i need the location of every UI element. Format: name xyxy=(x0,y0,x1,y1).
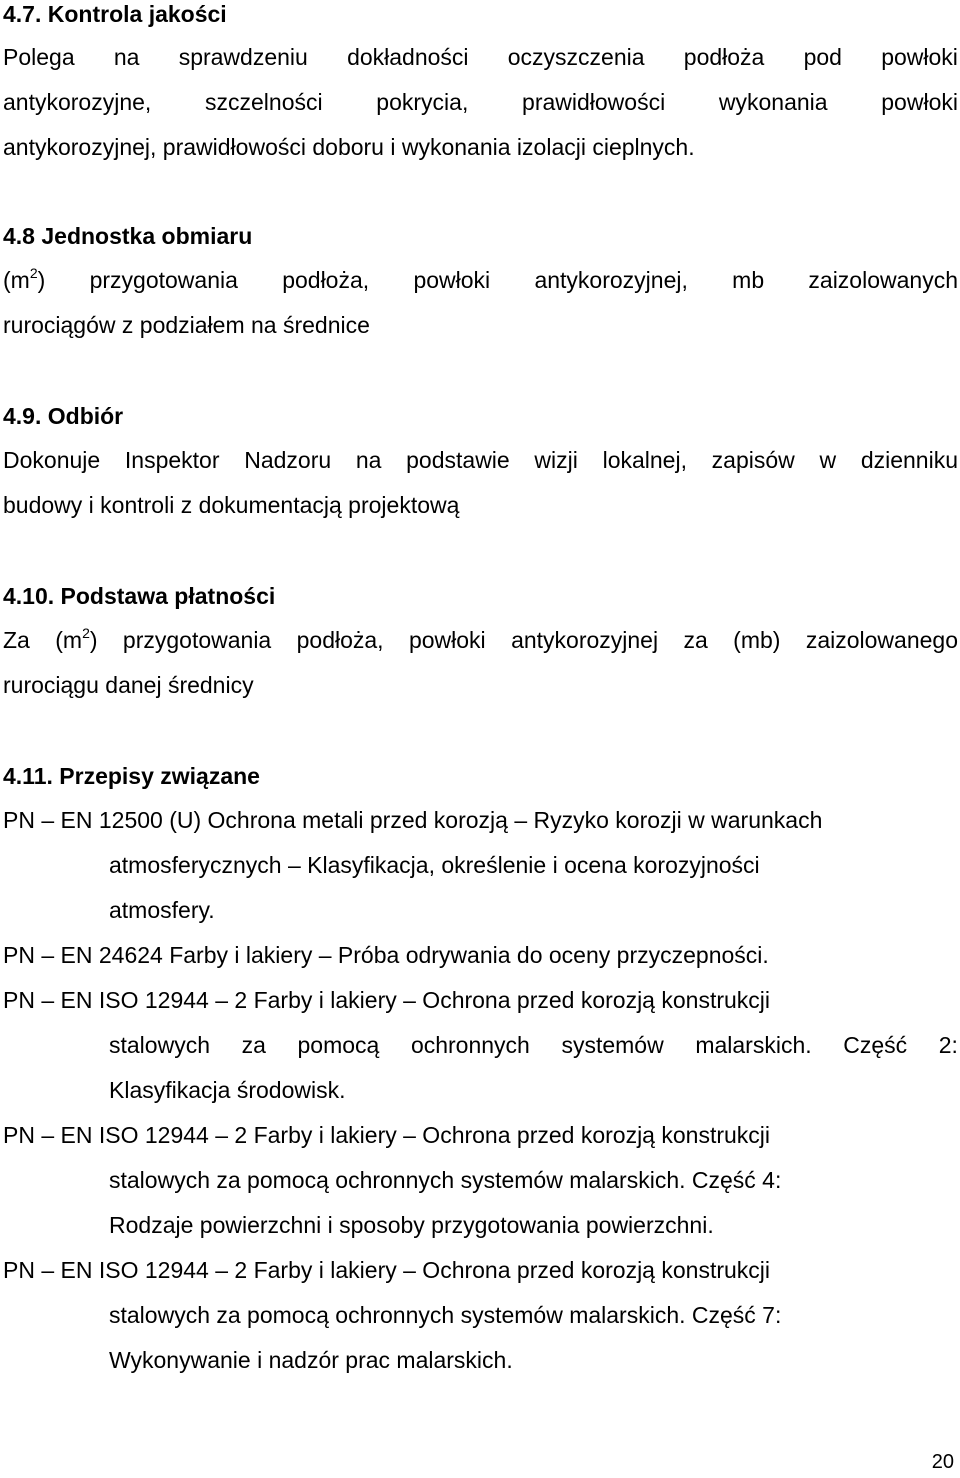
word: antykorozyjne, xyxy=(3,89,152,115)
superscript: 2 xyxy=(82,625,90,641)
body-line xyxy=(3,618,958,663)
body-text: ) przygotowania podłoża, powłoki antykorozyjnej za (mb) zaizolowanego xyxy=(89,627,958,653)
body-line: budowy i kontroli z dokumentacją projektową xyxy=(3,492,460,518)
body-line: antykorozyjnej, prawidłowości doboru i wykonania izolacji cieplnych. xyxy=(3,134,695,160)
body-line: rurociągów z podziałem na średnice xyxy=(3,312,370,338)
word: sprawdzeniu xyxy=(178,44,308,70)
section-heading-4-8: 4.8 Jednostka obmiaru xyxy=(3,223,253,249)
word: malarskich. xyxy=(695,1032,812,1058)
standard-entry-line: PN – EN ISO 12944 – 2 Farby i lakiery – Ochrona przed korozją konstrukcji xyxy=(3,987,771,1013)
body-text: Za (m xyxy=(3,627,83,653)
word: 2: xyxy=(938,1032,958,1058)
body-line xyxy=(3,438,958,483)
word: stalowych xyxy=(109,1032,210,1058)
standard-entry-line: Rodzaje powierzchni i sposoby przygotowania powierzchni. xyxy=(109,1212,714,1238)
word: oczyszczenia xyxy=(507,44,645,70)
word: systemów xyxy=(561,1032,664,1058)
standard-entry-line: PN – EN 24624 Farby i lakiery – Próba odrywania do oceny przyczepności. xyxy=(3,942,769,968)
page-number: 20 xyxy=(931,1451,954,1473)
word: szczelności xyxy=(205,89,323,115)
section-body-4-8 xyxy=(3,258,958,348)
standard-entry-line: stalowych za pomocą ochronnych systemów malarskich. Część 4: xyxy=(109,1167,782,1193)
body-line xyxy=(3,35,958,80)
word: pokrycia, xyxy=(376,89,469,115)
standard-entry-line: Klasyfikacja środowisk. xyxy=(109,1077,346,1103)
word: na xyxy=(113,44,140,70)
word: pomocą xyxy=(297,1032,380,1058)
standard-entry-line: PN – EN ISO 12944 – 2 Farby i lakiery – Ochrona przed korozją konstrukcji xyxy=(3,1257,771,1283)
word: lokalnej, xyxy=(602,447,687,473)
word: Inspektor xyxy=(124,447,220,473)
section-body-4-7 xyxy=(3,35,958,170)
standard-entry-line: stalowych za pomocą ochronnych systemów malarskich. Część 7: xyxy=(109,1302,782,1328)
word: za xyxy=(241,1032,266,1058)
standard-entry-line: atmosferycznych – Klasyfikacja, określenie i ocena korozyjności xyxy=(109,852,760,878)
standard-entry-line: atmosfery. xyxy=(109,897,215,923)
word: Dokonuje xyxy=(3,447,101,473)
word: powłoki xyxy=(881,44,958,70)
body-text: (m xyxy=(3,267,30,293)
word: pod xyxy=(803,44,842,70)
word: prawidłowości xyxy=(522,89,666,115)
section-body-4-9 xyxy=(3,438,958,528)
word: podłoża xyxy=(683,44,765,70)
word: wykonania xyxy=(718,89,828,115)
word: wizji xyxy=(534,447,578,473)
body-line xyxy=(3,258,958,303)
superscript: 2 xyxy=(29,265,38,281)
word: dzienniku xyxy=(860,447,958,473)
standard-entry-line: PN – EN ISO 12944 – 2 Farby i lakiery – Ochrona przed korozją konstrukcji xyxy=(3,1122,771,1148)
body-text: ) przygotowania podłoża, powłoki antykorozyjnej, mb zaizolowanych xyxy=(37,267,958,293)
word: Nadzoru xyxy=(244,447,332,473)
section-heading-4-7: 4.7. Kontrola jakości xyxy=(3,1,227,27)
word: Część xyxy=(843,1032,908,1058)
body-line: rurociągu danej średnicy xyxy=(3,672,254,698)
section-body-4-10 xyxy=(3,618,958,708)
section-heading-4-9: 4.9. Odbiór xyxy=(3,403,124,429)
word: ochronnych xyxy=(410,1032,530,1058)
word: w xyxy=(819,447,837,473)
word: na xyxy=(355,447,382,473)
section-heading-4-11: 4.11. Przepisy związane xyxy=(3,763,260,789)
section-heading-4-10: 4.10. Podstawa płatności xyxy=(3,583,276,609)
word: podstawie xyxy=(406,447,510,473)
word: Polega xyxy=(3,44,75,70)
standard-entry-line: PN – EN 12500 (U) Ochrona metali przed korozją – Ryzyko korozji w warunkach xyxy=(3,807,823,833)
standards-list xyxy=(3,798,958,1383)
word: dokładności xyxy=(347,44,469,70)
body-line xyxy=(3,80,958,125)
word: powłoki xyxy=(881,89,958,115)
standard-entry-line: Wykonywanie i nadzór prac malarskich. xyxy=(109,1347,513,1373)
word: zapisów xyxy=(711,447,795,473)
standard-entry-line xyxy=(3,1023,958,1068)
